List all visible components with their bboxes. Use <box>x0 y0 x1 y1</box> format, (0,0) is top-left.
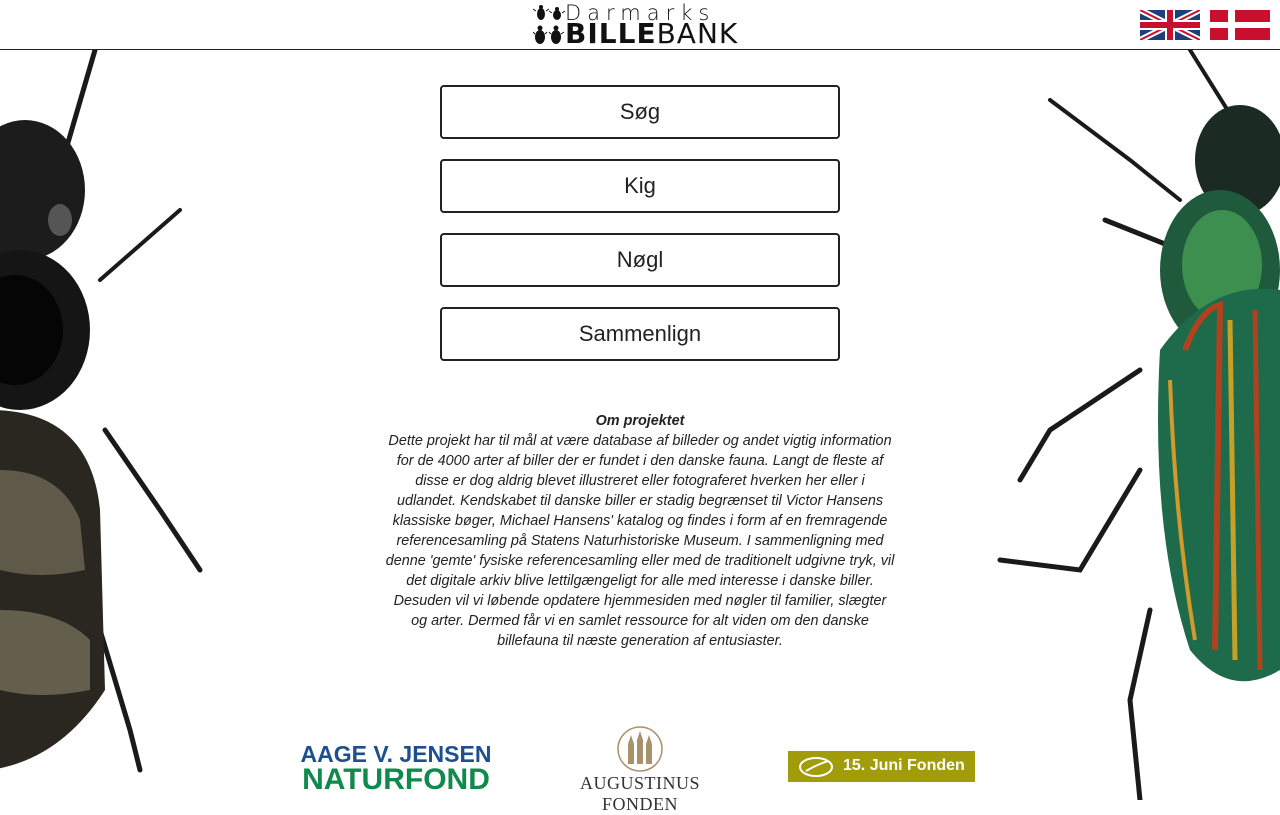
leaf-icon <box>798 755 838 779</box>
aage-line1: AAGE V. JENSEN <box>300 741 492 767</box>
logo-bank: BANK <box>656 17 739 50</box>
uk-flag-icon[interactable] <box>1140 10 1200 40</box>
about-text: Dette projekt har til mål at være database af billeder og andet vigtig information for de 4000 arter af biller der er fundet i den danske fauna. Langt de fleste af disse er dog aldrig blevet illustreret eller fotograferet hverken her eller i udlandet. Kendskabet til danske biller er stadig begrænset til Victor Hansens klassiske bøger, Michael Hansens' katalog og findes i form af en fremragende referencesamling på Statens Naturhistoriske Museum. I sammenligning med denne 'gemte' fysiske referencesamling eller med de traditionelt udgivne tryk, vil det digitale arkiv blive lettilgængeligt for alle med interesse i danske biller. Desuden vil vi løbende opdatere hjemmesiden med nøgler til familier, slægter og arter. Dermed får vi en samlet ressource for alt viden om den danske billefauna til næste generation af entusiaster. <box>385 433 895 649</box>
main-nav <box>440 85 840 381</box>
site-header <box>0 0 1280 50</box>
augustinus-seal-icon <box>610 726 670 772</box>
about-section <box>385 411 895 651</box>
compare-button[interactable]: Sammenlign <box>440 307 840 361</box>
sponsor-15-juni-fonden-logo[interactable] <box>788 751 975 782</box>
sponsor-aage-v-jensen-logo[interactable] <box>295 742 497 794</box>
logo-title-top: Darmarks <box>565 1 716 25</box>
juni-name: 15. Juni Fonden <box>843 757 965 774</box>
aage-line2: NATURFOND <box>302 763 490 796</box>
search-button[interactable]: Søg <box>440 85 840 139</box>
sponsor-augustinus-logo[interactable] <box>541 726 739 814</box>
beetle-logo-icon <box>533 3 565 47</box>
about-title: Om projektet <box>595 413 685 429</box>
augustinus-name: AUGUSTINUS FONDEN <box>579 773 700 814</box>
beetle-image-right <box>990 50 1280 800</box>
beetle-image-left <box>0 50 220 800</box>
key-button[interactable]: Nøgl <box>440 233 840 287</box>
site-logo[interactable] <box>533 1 750 50</box>
denmark-flag-icon[interactable] <box>1210 10 1270 40</box>
logo-title-bottom <box>565 17 739 50</box>
logo-bille: BILLE <box>565 17 657 50</box>
browse-button[interactable]: Kig <box>440 159 840 213</box>
